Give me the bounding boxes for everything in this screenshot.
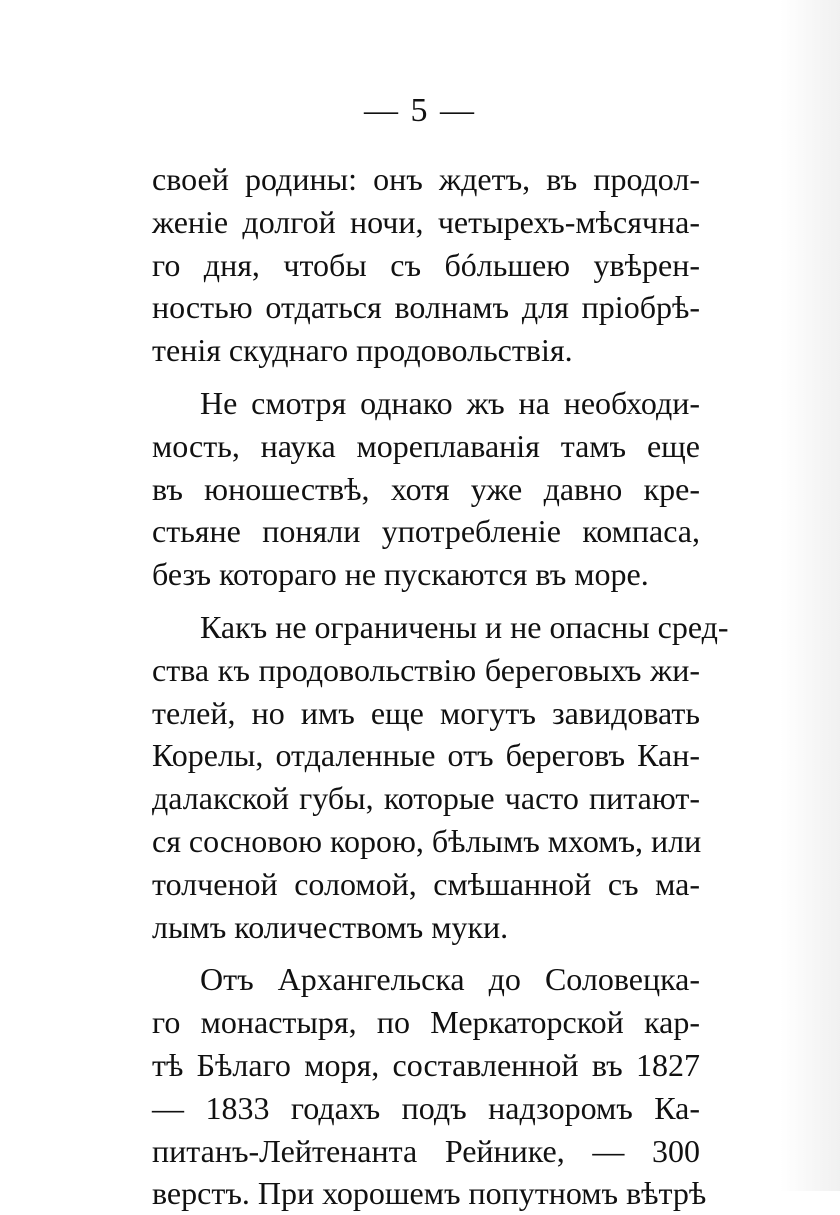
text-line: толченой соломой, смѣшанной съ ма- bbox=[152, 865, 700, 902]
text-line: Корелы, отдаленные отъ береговъ Кан- bbox=[152, 737, 700, 774]
text-line: ся сосновою корою, бѣлымъ мхомъ, или bbox=[152, 822, 702, 859]
text-line: Не смотря однако жъ на необходи- bbox=[200, 384, 700, 421]
text-line: — 1833 годахъ подъ надзоромъ Ка- bbox=[152, 1089, 700, 1126]
text-line: тѣ Бѣлаго моря, составленной въ 1827 bbox=[152, 1046, 700, 1083]
text-line: питанъ-Лейтенанта Рейнике, — 300 bbox=[152, 1132, 700, 1169]
text-line: далакской губы, которые часто питают- bbox=[152, 780, 700, 817]
page-number: — 5 — bbox=[364, 92, 476, 129]
text-line: своей родины: онъ ждетъ, въ продол- bbox=[152, 161, 700, 197]
text-line: го дня, чтобы съ бóльшею увѣрен- bbox=[152, 246, 700, 283]
text-line: телей, но имъ еще могутъ завидовать bbox=[152, 694, 700, 731]
text-line: мость, наука мореплаванія тамъ еще bbox=[152, 427, 700, 464]
text-line: женіе долгой ночи, четырехъ-мѣсячна- bbox=[152, 203, 700, 240]
body-text bbox=[152, 158, 729, 1215]
text-line: безъ котораго не пускаются въ море. bbox=[152, 556, 649, 593]
text-line: го монастыря, по Меркаторской кар- bbox=[152, 1004, 700, 1041]
text-line: въ юношествѣ, хотя уже давно кре- bbox=[152, 470, 700, 507]
text-line: Отъ Архангельска до Соловецка- bbox=[200, 961, 700, 998]
text-line: Какъ не ограничены и не опасны сред- bbox=[200, 608, 729, 645]
text-line: тенія скуднаго продовольствія. bbox=[152, 332, 573, 369]
text-line: ностью отдаться волнамъ для пріобрѣ- bbox=[152, 289, 700, 326]
text-line: верстъ. При хорошемъ попутномъ вѣтрѣ bbox=[152, 1175, 707, 1212]
text-line: ства къ продовольствію береговыхъ жи- bbox=[152, 651, 700, 688]
text-line: стьяне поняли употребленіе компаса, bbox=[152, 513, 700, 550]
page-edge-shadow bbox=[780, 0, 840, 1191]
text-line: лымъ количествомъ муки. bbox=[152, 908, 509, 945]
